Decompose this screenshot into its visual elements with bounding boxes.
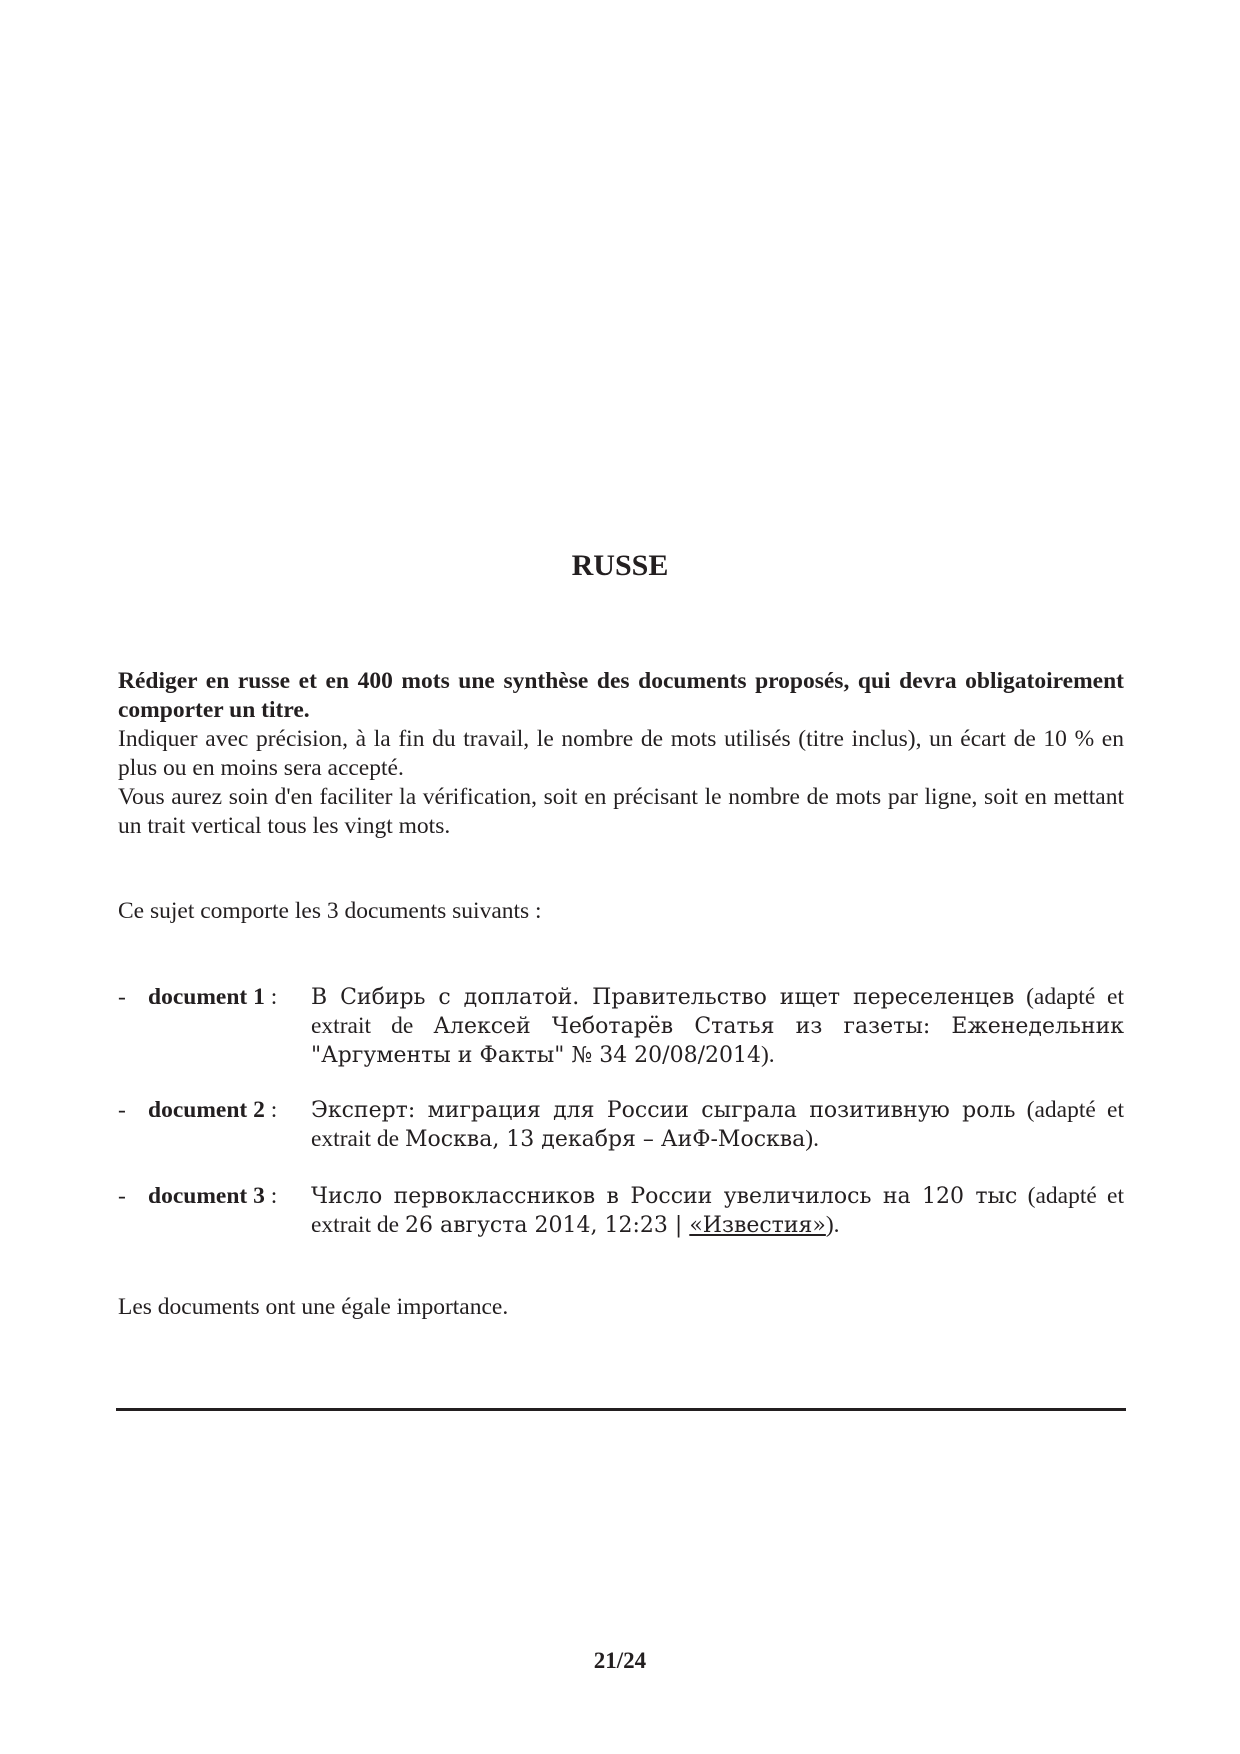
- document-label: document 1 :: [148, 984, 278, 1010]
- document-description: В Сибирь с доплатой. Правительство ищет переселенцев (adapté et extrait de Алексей Чеботарёв Статья из газеты: Еженедельник "Аргументы и Факты" № 34 20/08/2014).: [311, 984, 1124, 1068]
- list-dash: -: [118, 1097, 126, 1123]
- source-link[interactable]: «Известия»: [689, 1213, 826, 1238]
- page-number: 21/24: [593, 1648, 647, 1673]
- document-source: Алексей Чеботарёв Статья из газеты: Еженедельник "Аргументы и Факты" № 34 20/08/2014: [311, 1014, 1124, 1068]
- document-title: В Сибирь с доплатой. Правительство ищет переселенцев: [311, 985, 1015, 1010]
- document-title: Число первоклассников в России увеличилось на 120 тыс: [311, 1184, 1018, 1209]
- page-title: RUSSE: [571, 549, 669, 582]
- document-source: 26 августа 2014, 12:23 |: [404, 1213, 690, 1238]
- instructions-verification: Vous aurez soin d'en faciliter la vérification, soit en précisant le nombre de mots par ligne, soit en mettant un trait vertical tous les vingt mots.: [118, 784, 1124, 839]
- document-description: Эксперт: миграция для России сыграла позитивную роль (adapté et extrait de Москва, 13 декабря – АиФ-Москва).: [311, 1097, 1124, 1152]
- instructions-word-count: Indiquer avec précision, à la fin du travail, le nombre de mots utilisés (titre inclus), un écart de 10 % en plus ou en moins sera accepté.: [118, 726, 1124, 781]
- document-title: Эксперт: миграция для России сыграла позитивную роль: [311, 1098, 1016, 1123]
- closing-note: Les documents ont une égale importance.: [118, 1294, 509, 1320]
- document-label: document 3 :: [148, 1183, 278, 1209]
- list-dash: -: [118, 1183, 126, 1209]
- document-source: Москва, 13 декабря – АиФ-Москва: [404, 1127, 806, 1152]
- documents-intro: Ce sujet comporte les 3 documents suivants :: [118, 898, 542, 924]
- instructions-bold: Rédiger en russe et en 400 mots une synthèse des documents proposés, qui devra obligatoirement comporter un titre.: [118, 668, 1124, 723]
- document-description: Число первоклассников в России увеличилось на 120 тыс (adapté et extrait de 26 августа 2014, 12:23 | «Известия»).: [311, 1183, 1125, 1238]
- list-dash: -: [118, 984, 126, 1010]
- horizontal-rule: [116, 1408, 1126, 1411]
- instructions: [118, 667, 1124, 841]
- document-label: document 2 :: [148, 1097, 278, 1123]
